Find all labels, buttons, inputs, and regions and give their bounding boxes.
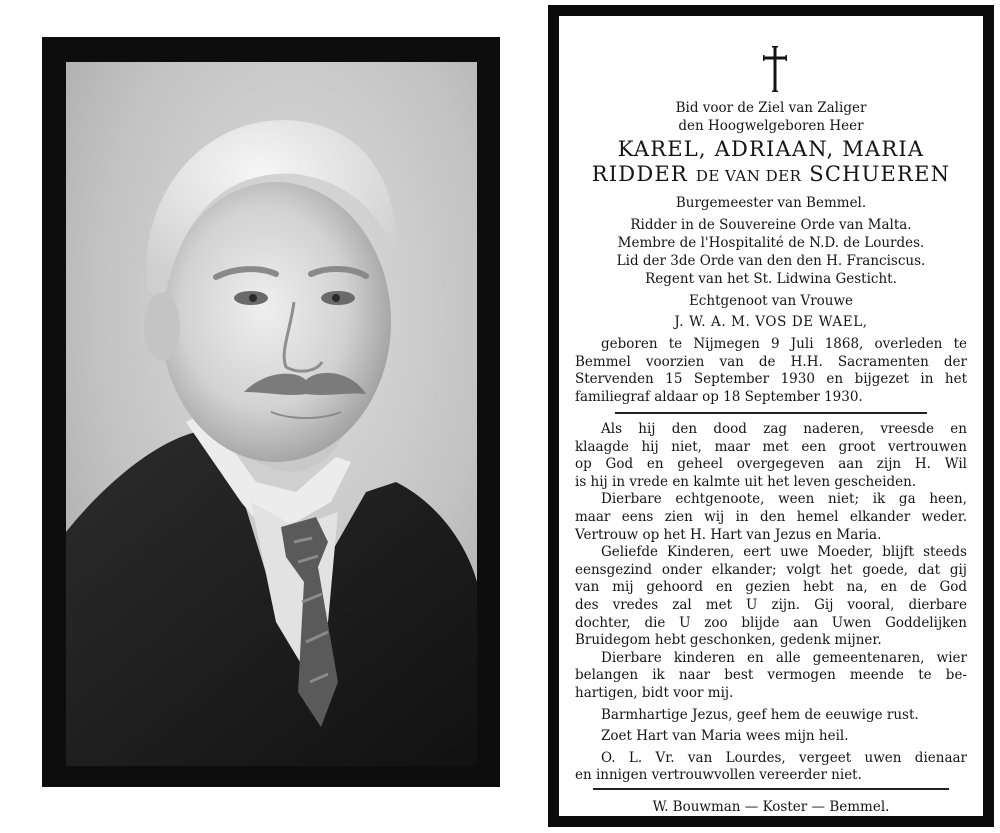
deceased-surname xyxy=(559,162,983,188)
prayer-line: is hij in vrede en kalmte uit het leven gescheiden. xyxy=(575,473,917,490)
biography xyxy=(575,336,967,406)
deceased-given-names: KAREL, ADRIAAN, MARIA xyxy=(617,137,925,161)
honour-line-3: Lid der 3de Orde van den den H. Franciscus. xyxy=(616,253,926,269)
portrait-frame xyxy=(42,37,500,787)
memorial-card-paper xyxy=(559,16,983,816)
honour-line-1: Ridder in de Souvereine Orde van Malta. xyxy=(630,217,912,233)
portrait-illustration xyxy=(66,62,477,766)
divider-top xyxy=(615,412,927,414)
spouse-name: J. W. A. M. VOS DE WAEL, xyxy=(674,314,868,330)
prayer-line: Dierbare kinderen en alle gemeentenaren, wier xyxy=(601,649,967,666)
honour-line-4: Regent van het St. Lidwina Gesticht. xyxy=(645,271,897,287)
divider-bottom xyxy=(593,788,949,790)
prayer-line: hartigen, bidt voor mij. xyxy=(575,684,734,701)
spouse-intro: Echtgenoot van Vrouwe xyxy=(688,293,854,309)
latin-cross-icon xyxy=(763,46,787,92)
biography-line: geboren te Nijmegen 9 Juli 1868, overleden te xyxy=(601,336,967,352)
prayer-line: Als hij den dood zag naderen, vreesde en xyxy=(601,421,967,437)
prayer-line: op God en geheel overgegeven aan zijn H. Wil xyxy=(575,456,967,473)
prayer-line: Vertrouw op het H. Hart van Jezus en Maria. xyxy=(575,526,882,543)
prayer-line: maar eens zien wij in den hemel elkander weder. xyxy=(575,508,967,525)
prayer-line: Geliefde Kinderen, eert uwe Moeder, blijft steeds xyxy=(601,544,967,561)
memorial-card xyxy=(548,5,994,827)
prayer-line: eensgezind onder elkander; volgt het goede, dat gij xyxy=(575,561,967,578)
portrait-photo xyxy=(66,62,477,766)
prayer-line: Barmhartige Jezus, geef hem de eeuwige rust. xyxy=(601,706,919,723)
prayer-text xyxy=(575,421,967,785)
deceased-surname-part-2: DE VAN DER xyxy=(695,167,802,185)
prayer-line: van mij gehoord en gezien hebt na, en de God xyxy=(575,579,967,596)
deceased-title: Burgemeester van Bemmel. xyxy=(675,195,867,211)
prayer-line: en innigen vertrouwvollen vereerder niet. xyxy=(575,767,862,784)
printer-footer: W. Bouwman — Koster — Bemmel. xyxy=(652,799,890,815)
honour-line-2: Membre de l'Hospitalité de N.D. de Lourdes. xyxy=(617,235,925,251)
prayer-line: Zoet Hart van Maria wees mijn heil. xyxy=(601,728,849,745)
prayer-line: belangen ik naar best vermogen meende te be- xyxy=(575,667,967,684)
prayer-line: Bruidegom hebt geschonken, gedenk mijner. xyxy=(575,632,882,649)
prayer-line: des vredes zal met U zijn. Gij vooral, dierbare xyxy=(575,596,967,613)
deceased-surname-part-3: SCHUEREN xyxy=(809,162,951,186)
header-line-1: Bid voor de Ziel van Zaliger xyxy=(675,100,867,116)
prayer-line: klaagde hij niet, maar met een groot vertrouwen xyxy=(575,438,967,455)
deceased-surname-part-1: RIDDER xyxy=(591,162,688,186)
prayer-line: O. L. Vr. van Lourdes, vergeet uwen dienaar xyxy=(601,749,967,766)
biography-line: familiegraf aldaar op 18 September 1930. xyxy=(575,388,863,405)
biography-line: Stervenden 15 September 1930 en bijgezet in het xyxy=(575,371,967,388)
prayer-line: dochter, die U zoo blijde aan Uwen Goddelijken xyxy=(575,614,967,631)
biography-line: Bemmel voorzien van de H.H. Sacramenten der xyxy=(575,353,967,370)
prayer-line: Dierbare echtgenoote, ween niet; ik ga heen, xyxy=(601,491,967,508)
header-line-2: den Hoogwelgeboren Heer xyxy=(678,118,864,134)
